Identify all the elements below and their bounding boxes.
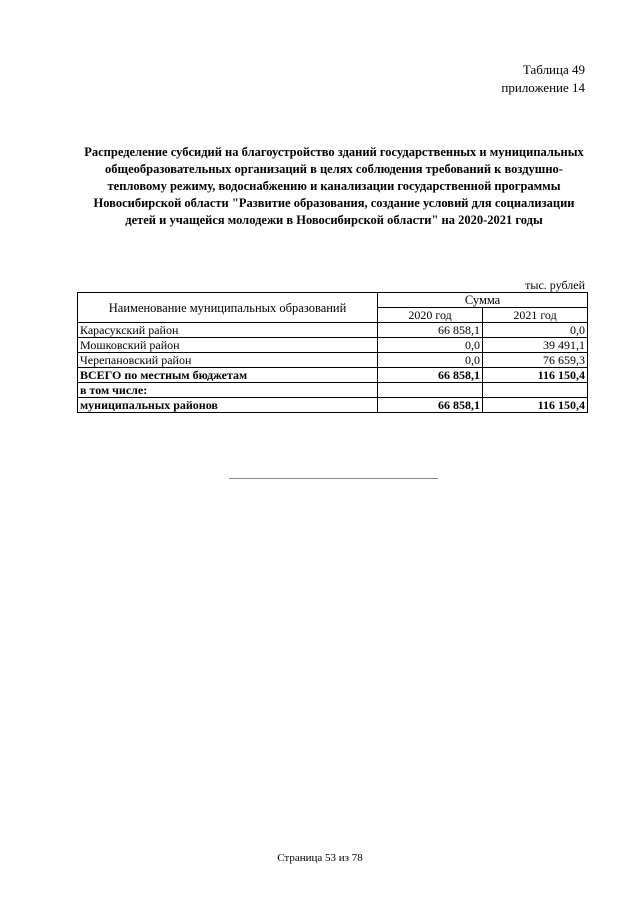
subsidy-table [77,292,588,413]
value-2020: 0,0 [378,338,483,353]
table-row [78,323,588,338]
municipal-label: муниципальных районов [78,398,378,413]
column-header-name: Наименование муниципальных образований [78,293,378,323]
including-2020 [378,383,483,398]
total-2021: 116 150,4 [483,368,588,383]
section-divider [229,478,438,479]
appendix-number: приложение 14 [501,80,585,95]
page-number: Страница 53 из 78 [277,852,363,864]
including-2021 [483,383,588,398]
value-2021: 39 491,1 [483,338,588,353]
value-2021: 0,0 [483,323,588,338]
value-2020: 66 858,1 [378,323,483,338]
column-header-2020: 2020 год [378,308,483,323]
value-2021: 76 659,3 [483,353,588,368]
including-row [78,383,588,398]
table-row [78,338,588,353]
value-2020: 0,0 [378,353,483,368]
municipal-2020: 66 858,1 [378,398,483,413]
column-header-sum: Сумма [378,293,588,308]
document-title: Распределение субсидий на благоустройство зданий государственных и муниципальных общеобразовательных организаций в целях соблюдения требований к воздушно-тепловому режиму, водоснабжению и канализации государственной программы Новосибирской области "Развитие образования, создание условий для социализации детей и учащейся молодежи в Новосибирской области" на 2020-2021 годы [84,145,584,227]
column-header-2021: 2021 год [483,308,588,323]
total-label: ВСЕГО по местным бюджетам [78,368,378,383]
municipal-2021: 116 150,4 [483,398,588,413]
total-2020: 66 858,1 [378,368,483,383]
row-name: Мошковский район [78,338,378,353]
row-name: Карасукский район [78,323,378,338]
row-name: Черепановский район [78,353,378,368]
units-label: тыс. рублей [525,278,585,292]
including-label: в том числе: [78,383,378,398]
table-row [78,353,588,368]
municipal-row [78,398,588,413]
table-number: Таблица 49 [522,62,585,77]
total-row [78,368,588,383]
